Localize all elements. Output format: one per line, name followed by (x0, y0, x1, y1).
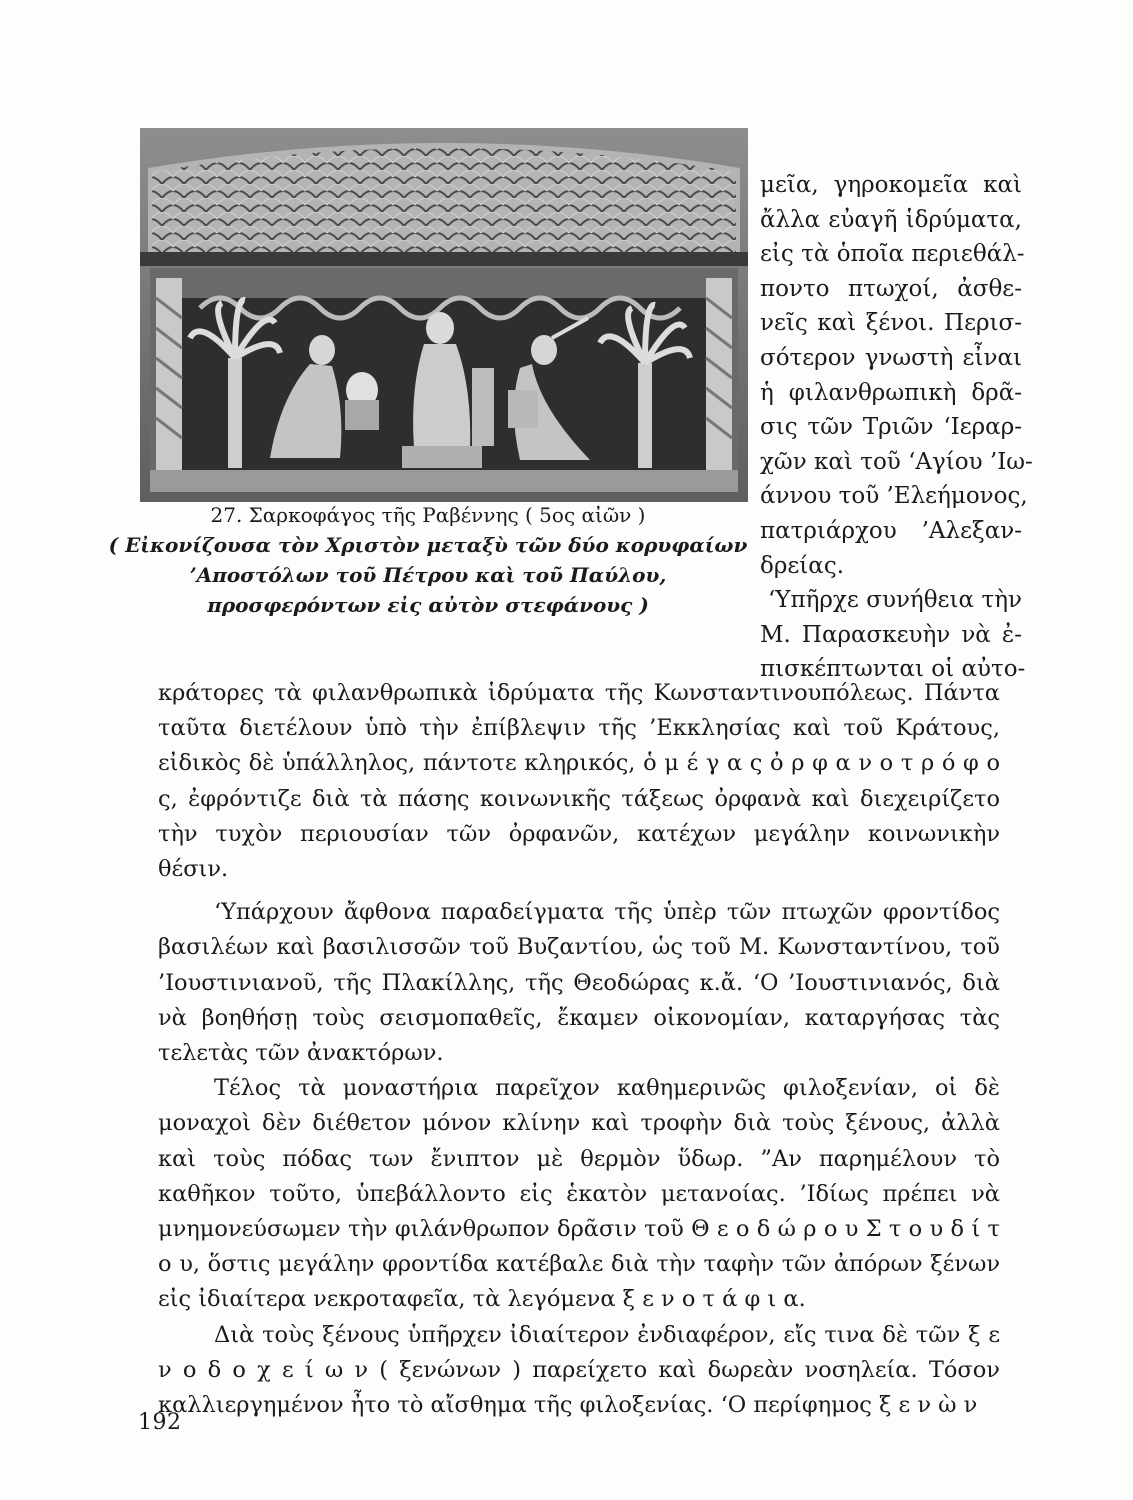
page-number: 192 (138, 1410, 182, 1435)
side-line: χῶν καὶ τοῦ ‘Αγίου ’Ιω- (760, 448, 1033, 475)
side-line: μεῖα, γηροκομεῖα καὶ (760, 172, 1022, 198)
side-line: σότερον γνωστὴ εἶναι (760, 344, 1022, 371)
side-line: ‘Υπῆρχε συνήθεια τὴν (768, 587, 1022, 614)
side-line: νεῖς καὶ ξένοι. Περισ- (760, 310, 1022, 337)
body-paragraph-2: ‘Υπάρχουν ἄφθονα παραδείγματα τῆς ὑπὲρ τῶν πτωχῶν φροντίδος βασιλέων καὶ βασιλισσῶν τοῦ Βυζαντίου, ὡς τοῦ Μ. Κωνσταντίνου, τοῦ ’Ιουστινιανοῦ, τῆς Πλακίλλης, τῆς Θεοδώρας κ.ἄ. ‘Ο ’Ιουστινιανός, διὰ νὰ βοηθήσῃ τοὺς σεισμοπαθεῖς, ἔκαμεν οἰκονομίαν, καταργήσας τὰς τελετὰς τῶν ἀνακτόρων. (158, 899, 1000, 1067)
side-line: Μ. Παρασκευὴν νὰ ἐ- (760, 621, 1022, 648)
side-line: σις τῶν Τριῶν ‘Ιεραρ- (760, 414, 1022, 441)
caption-title: 27. Σαρκοφάγος τῆς Ραβέννης ( 5ος αἰῶν ) (210, 503, 646, 527)
side-line: πατριάρχου ’Αλεξαν- (760, 517, 1022, 544)
side-line: άννου τοῦ ’Ελεήμονος, (760, 483, 1028, 510)
side-line: πισκέπτωνται οἱ αὐτο- (760, 656, 1026, 683)
side-line: ἡ φιλανθρωπικὴ δρᾶ- (760, 379, 1022, 406)
caption-description: ( Εἰκονίζουσα τὸν Χριστὸν μεταξὺ τῶν δύο κορυφαίων ’Αποστόλων τοῦ Πέτρου καὶ τοῦ Παύλου, προσφερόντων εἰς αὐτὸν στεφάνους ) (108, 533, 748, 617)
body-paragraph-1: κράτορες τὰ φιλανθρωπικὰ ἱδρύματα τῆς Κωνσταντινουπόλεως. Πάντα ταῦτα διετέλουν ὑπὸ τὴν ἐπίβλεψιν τῆς ’Εκκλησίας καὶ τοῦ Κράτους, εἰδικὸς δὲ ὑπάλληλος, πάντοτε κληρικός, ὁ μ έ γ α ς ὀ ρ φ α ν ο τ ρ ό φ ο ς, ἐφρόντιζε διὰ τὰ πάσης κοινωνικῆς τάξεως ὀρφανὰ καὶ διεχειρίζετο τὴν τυχὸν περιουσίαν τῶν ὀρφανῶν, κατέχων μεγάλην κοινωνικὴν θέσιν. (158, 680, 1000, 883)
body-paragraph-3: Τέλος τὰ μοναστήρια παρεῖχον καθημερινῶς φιλοξενίαν, οἱ δὲ μοναχοὶ δὲν διέθετον μόνον κλίνην καὶ τροφὴν διὰ τοὺς ξένους, ἀλλὰ καὶ τοὺς πόδας των ἔνιπτον μὲ θερμὸν ὕδωρ. ”Αν παρημέλουν τὸ καθῆκον τοῦτο, ὑπεβάλλοντο εἰς ἑκατὸν μετανοίας. ’Ιδίως πρέπει νὰ μνημονεύσωμεν τὴν φιλάνθρωπον δρᾶσιν τοῦ Θ ε ο δ ώ ρ ο υ Σ τ ο υ δ ί τ ο υ, ὅστις μεγάλην φροντίδα κατέβαλε διὰ τὴν ταφὴν τῶν ἀπόρων ξένων εἰς ἰδιαίτερα νεκροταφεῖα, τὰ λεγόμενα ξ ε ν ο τ ά φ ι α. (158, 1075, 1000, 1313)
side-line: δρείας. (760, 552, 845, 579)
body-paragraph-4: Διὰ τοὺς ξένους ὑπῆρχεν ἰδιαίτερον ἐνδιαφέρον, εἴς τινα δὲ τῶν ξ ε ν ο δ ο χ ε ί ω ν ( ξενώνων ) παρείχετο καὶ δωρεὰν νοσηλεία. Τόσον καλλιεργημένον ἦτο τὸ αἴσθημα τῆς φιλοξενίας. ‘Ο περίφημος ξ ε ν ὼ ν (158, 1321, 1000, 1419)
side-line: εἰς τὰ ὁποῖα περιεθάλ- (760, 241, 1025, 268)
main-body-text (158, 676, 1000, 1423)
sarcophagus-photo (140, 128, 748, 502)
figure-caption (108, 500, 748, 620)
sarcophagus-relief-image (140, 128, 748, 502)
side-line: ἄλλα εὐαγῆ ἱδρύματα, (760, 206, 1022, 233)
side-paragraph-2 (760, 583, 1026, 687)
side-column-text (760, 168, 1033, 687)
side-line: ποντο πτωχοί, ἀσθε- (760, 275, 1022, 302)
side-paragraph-1 (760, 168, 1033, 583)
